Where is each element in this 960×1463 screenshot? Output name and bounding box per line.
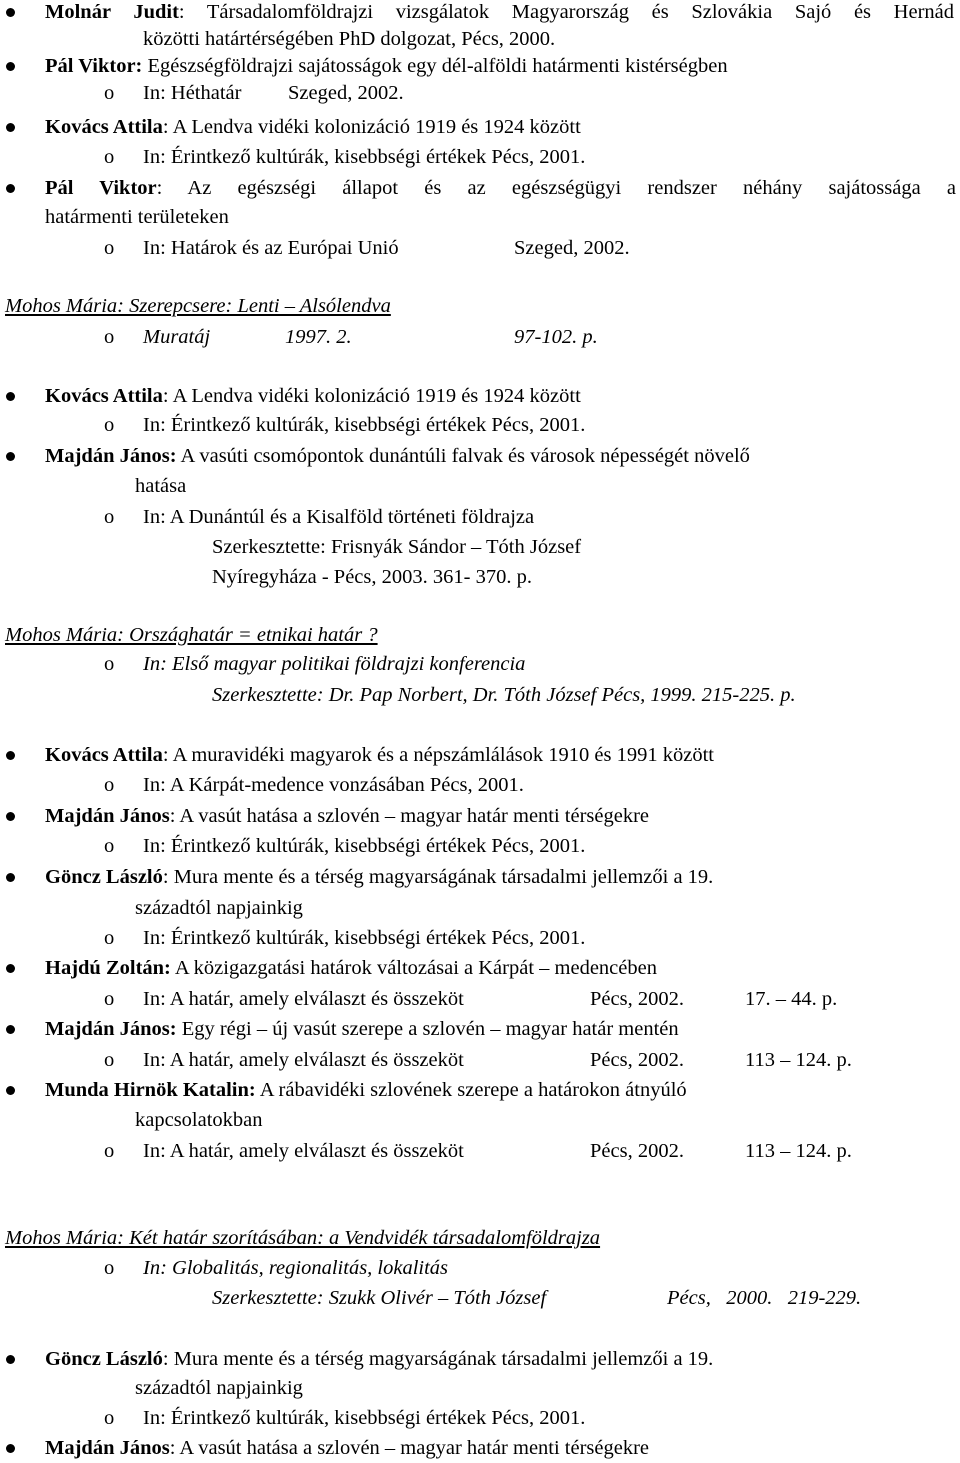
source-pages: 113 – 124. p.: [745, 1140, 852, 1162]
bibliography-entry: [0, 112, 960, 142]
source-pages: 113 – 124. p.: [745, 1049, 852, 1071]
bullet-icon: [6, 62, 15, 71]
bullet-icon: [6, 812, 15, 821]
source-pages: 17. – 44. p.: [745, 988, 838, 1010]
entry-title-continuation: [0, 1105, 960, 1135]
entry-heading: Mohos Mária: Országhatár = etnikai határ ?: [5, 624, 378, 646]
source-pages: 97-102. p.: [514, 326, 598, 348]
entry-author: Majdán János: [45, 805, 170, 827]
entry-title: Egy régi – új vasút szerepe a szlovén – magyar határ mentén: [176, 1018, 679, 1040]
source-title: In: A Dunántúl és a Kisalföld történeti földrajza: [143, 506, 535, 528]
circle-bullet-icon: o: [104, 82, 115, 104]
bibliography-heading-entry: [0, 620, 960, 650]
entry-source: [0, 649, 960, 679]
source-title: In: A határ, amely elválaszt és összeköt: [143, 988, 464, 1010]
circle-bullet-icon: o: [104, 774, 115, 796]
source-title: In: Határok és az Európai Unió: [143, 237, 399, 259]
entry-title-line: századtól napjainkig: [135, 1377, 303, 1399]
bibliography-entry: [0, 51, 960, 81]
entry-title-continuation: [0, 24, 960, 54]
entry-title: : A vasút hatása a szlovén – magyar határ menti térségekre: [169, 805, 650, 827]
entry-title-continuation: [0, 893, 960, 923]
source-place: Szeged, 2002.: [514, 237, 630, 259]
bullet-icon: [6, 1444, 15, 1453]
entry-title-line: határmenti területeken: [45, 206, 229, 228]
source-title: In: Héthatár: [143, 82, 242, 104]
entry-author: Munda Hirnök Katalin:: [45, 1079, 256, 1101]
circle-bullet-icon: o: [104, 835, 115, 857]
entry-title: : Mura mente és a térség magyarságának társadalmi jellemzői a 19.: [162, 1348, 714, 1370]
entry-title: : A muravidéki magyarok és a népszámlálások 1910 és 1991 között: [162, 744, 714, 766]
entry-source: [0, 923, 960, 953]
source-title: In: Globalitás, regionalitás, lokalitás: [143, 1257, 449, 1279]
source-editor: Szerkesztette: Dr. Pap Norbert, Dr. Tóth József Pécs, 1999. 215-225. p.: [212, 684, 796, 706]
source-editor: Szerkesztette: Frisnyák Sándor – Tóth József: [212, 536, 582, 558]
entry-title: : A Lendva vidéki kolonizáció 1919 és 1924 között: [162, 116, 581, 138]
entry-title-continuation: [0, 471, 960, 501]
bullet-icon: [6, 1086, 15, 1095]
circle-bullet-icon: o: [104, 146, 115, 168]
entry-title: Egészségföldrajzi sajátosságok egy dél-alföldi határmenti kistérségben: [142, 55, 728, 77]
bibliography-entry: [0, 441, 960, 471]
source-title: In: Érintkező kultúrák, kisebbségi értékek Pécs, 2001.: [143, 414, 586, 436]
bullet-icon: [6, 1355, 15, 1364]
circle-bullet-icon: o: [104, 988, 115, 1010]
source-editor-line: [0, 680, 960, 710]
source-editor-line: [0, 1283, 960, 1313]
source-place: Nyíregyháza - Pécs, 2003. 361- 370. p.: [212, 566, 532, 588]
entry-author: Pál Viktor:: [45, 55, 143, 77]
entry-source: [0, 1403, 960, 1433]
entry-author: Göncz László: [45, 1348, 163, 1370]
entry-title: A rábavidéki szlovének szerepe a határokon átnyúló: [255, 1079, 687, 1101]
bullet-icon: [6, 751, 15, 760]
entry-source: [0, 78, 960, 108]
circle-bullet-icon: o: [104, 414, 115, 436]
bibliography-entry: [0, 1344, 960, 1374]
entry-author: Pál Viktor: [45, 177, 157, 199]
entry-title-continuation: [0, 202, 960, 232]
bibliography-entry: [0, 1075, 960, 1105]
source-place: Pécs, 2002.: [590, 988, 684, 1010]
entry-title-line: századtól napjainkig: [135, 897, 303, 919]
entry-title: A vasúti csomópontok dunántúli falvak és városok népességét növelő: [176, 445, 750, 467]
bibliography-entry: [0, 801, 960, 831]
source-place: Pécs, 2002.: [590, 1049, 684, 1071]
source-title: In: Érintkező kultúrák, kisebbségi értékek Pécs, 2001.: [143, 927, 586, 949]
source-place: Szeged, 2002.: [288, 82, 404, 104]
entry-author: Majdán János:: [45, 1018, 177, 1040]
entry-title: : A vasút hatása a szlovén – magyar határ menti térségekre: [169, 1437, 650, 1459]
entry-source: [0, 770, 960, 800]
entry-author: Kovács Attila: [45, 744, 163, 766]
bullet-icon: [6, 1025, 15, 1034]
circle-bullet-icon: o: [104, 927, 115, 949]
circle-bullet-icon: o: [104, 506, 115, 528]
entry-heading: Mohos Mária: Szerepcsere: Lenti – Alsólendva: [5, 295, 391, 317]
bullet-icon: [6, 123, 15, 132]
bibliography-heading-entry: [0, 291, 960, 321]
entry-source: [0, 502, 960, 532]
entry-source: [0, 142, 960, 172]
entry-title-continuation: [0, 1373, 960, 1403]
circle-bullet-icon: o: [104, 653, 115, 675]
source-title: In: A határ, amely elválaszt és összeköt: [143, 1140, 464, 1162]
bullet-icon: [6, 452, 15, 461]
entry-title-line: hatása: [135, 475, 187, 497]
source-place-line: [0, 562, 960, 592]
entry-source: [0, 1045, 960, 1075]
circle-bullet-icon: o: [104, 326, 115, 348]
entry-author: Kovács Attila: [45, 116, 163, 138]
source-title: In: Érintkező kultúrák, kisebbségi értékek Pécs, 2001.: [143, 146, 586, 168]
bibliography-entry: [0, 862, 960, 892]
bullet-icon: [6, 392, 15, 401]
entry-source: [0, 233, 960, 263]
source-title: In: A határ, amely elválaszt és összeköt: [143, 1049, 464, 1071]
entry-title-line: közötti határtérségében PhD dolgozat, Pécs, 2000.: [143, 28, 556, 50]
entry-title: : Társadalomföldrajzi vizsgálatok Magyarország és Szlovákia Sajó és Hernád: [178, 1, 954, 23]
entry-author: Majdán János: [45, 1437, 170, 1459]
bullet-icon: [6, 964, 15, 973]
bullet-icon: [6, 8, 15, 17]
entry-heading: Mohos Mária: Két határ szorításában: a Vendvidék társadalomföldrajza: [5, 1227, 601, 1249]
entry-source: [0, 410, 960, 440]
entry-source: [0, 322, 960, 352]
entry-author: Majdán János:: [45, 445, 177, 467]
entry-source: [0, 1136, 960, 1166]
entry-author: Kovács Attila: [45, 385, 163, 407]
circle-bullet-icon: o: [104, 1049, 115, 1071]
source-place: Pécs, 2002.: [590, 1140, 684, 1162]
entry-title-line: kapcsolatokban: [135, 1109, 263, 1131]
bibliography-entry: [0, 381, 960, 411]
source-title: In: Érintkező kultúrák, kisebbségi értékek Pécs, 2001.: [143, 1407, 586, 1429]
entry-title: : Az egészségi állapot és az egészségügyi rendszer néhány sajátossága a: [156, 177, 956, 199]
bibliography-entry: [0, 0, 960, 27]
entry-title: : Mura mente és a térség magyarságának társadalmi jellemzői a 19.: [162, 866, 714, 888]
source-year: 1997. 2.: [285, 326, 352, 348]
bibliography-entry: [0, 740, 960, 770]
circle-bullet-icon: o: [104, 237, 115, 259]
entry-source: [0, 984, 960, 1014]
source-title: In: Első magyar politikai földrajzi konferencia: [143, 653, 526, 675]
entry-source: [0, 831, 960, 861]
bibliography-entry: [0, 173, 960, 203]
circle-bullet-icon: o: [104, 1257, 115, 1279]
bullet-icon: [6, 184, 15, 193]
bullet-icon: [6, 873, 15, 882]
entry-source: [0, 1253, 960, 1283]
source-title: In: Érintkező kultúrák, kisebbségi értékek Pécs, 2001.: [143, 835, 586, 857]
entry-title: : A Lendva vidéki kolonizáció 1919 és 1924 között: [162, 385, 581, 407]
bibliography-entry: [0, 1433, 960, 1463]
bibliography-entry: [0, 1014, 960, 1044]
entry-title: A közigazgatási határok változásai a Kárpát – medencében: [170, 957, 657, 979]
source-place: Pécs, 2000. 219-229.: [667, 1287, 862, 1309]
circle-bullet-icon: o: [104, 1140, 115, 1162]
circle-bullet-icon: o: [104, 1407, 115, 1429]
bibliography-heading-entry: [0, 1223, 960, 1253]
bibliography-entry: [0, 953, 960, 983]
source-title: In: A Kárpát-medence vonzásában Pécs, 2001.: [143, 774, 524, 796]
source-editor-line: [0, 532, 960, 562]
source-title: Muratáj: [143, 326, 211, 348]
entry-author: Hajdú Zoltán:: [45, 957, 171, 979]
source-editor: Szerkesztette: Szukk Olivér – Tóth József: [212, 1287, 547, 1309]
entry-author: Göncz László: [45, 866, 163, 888]
entry-author: Molnár Judit: [45, 1, 179, 23]
